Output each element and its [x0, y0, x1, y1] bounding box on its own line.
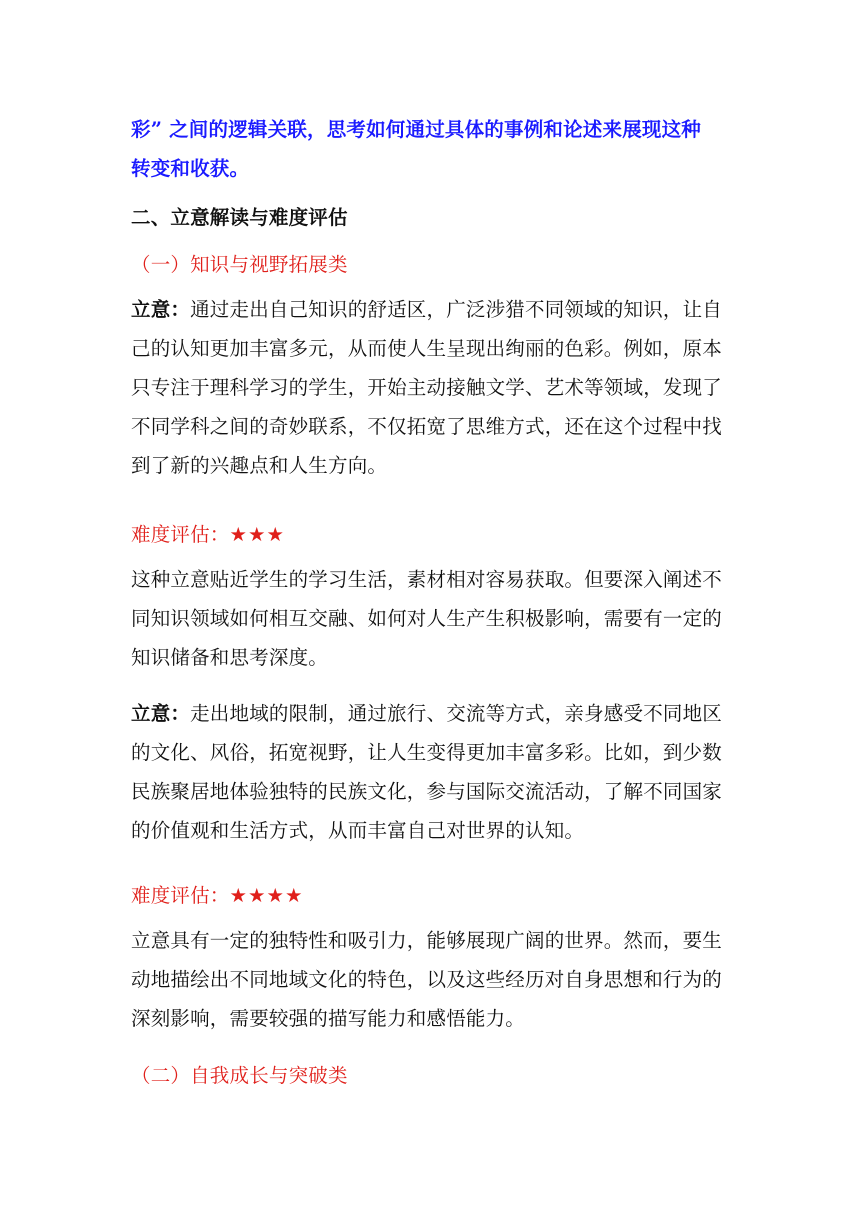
- item1-difficulty-label: 难度评估：: [131, 523, 230, 546]
- item1-eval-line-1: 这种立意贴近学生的学习生活，素材相对容易获取。但要深入阐述不: [131, 568, 723, 591]
- item2-line-1-text: 走出地域的限制，通过旅行、交流等方式，亲身感受不同地区: [190, 702, 723, 725]
- item2-evaluation: [131, 921, 731, 1038]
- item2-eval-line-3: 深刻影响，需要较强的描写能力和感悟能力。: [131, 1007, 526, 1030]
- item2-difficulty-label: 难度评估：: [131, 884, 230, 907]
- item1-line-4: 不同学科之间的奇妙联系，不仅拓宽了思维方式，还在这个过程中找: [131, 415, 723, 438]
- section-heading: 二、立意解读与难度评估: [131, 206, 348, 229]
- item2-difficulty-stars: ★★★★: [229, 884, 304, 907]
- intro-paragraph: [131, 110, 731, 188]
- item2-label: 立意：: [131, 702, 191, 725]
- item2-line-2: 的文化、风俗，拓宽视野，让人生变得更加丰富多彩。比如，到少数: [131, 741, 723, 764]
- item2-line-4: 的价值观和生活方式，从而丰富自己对世界的认知。: [131, 819, 585, 842]
- item1-paragraph: [131, 290, 731, 485]
- item2-line-1: [131, 694, 731, 733]
- item1-difficulty-stars: ★★★: [229, 523, 285, 546]
- item2-eval-line-1: 立意具有一定的独特性和吸引力，能够展现广阔的世界。然而，要生: [131, 929, 723, 952]
- intro-line-1: 彩” 之间的逻辑关联，思考如何通过具体的事例和论述来展现这种: [131, 118, 702, 141]
- item1-eval-line-2: 同知识领域如何相互交融、如何对人生产生积极影响，需要有一定的: [131, 607, 723, 630]
- item1-difficulty: [131, 515, 731, 554]
- item1-evaluation: [131, 560, 731, 677]
- item2-paragraph: [131, 694, 731, 850]
- item2-line-3: 民族聚居地体验独特的民族文化，参与国际交流活动，了解不同国家: [131, 780, 723, 803]
- subsection-heading-1: （一）知识与视野拓展类: [131, 253, 348, 276]
- item1-eval-line-3: 知识储备和思考深度。: [131, 646, 329, 669]
- subsection-heading-2: （二）自我成长与突破类: [131, 1064, 348, 1087]
- item1-line-1: [131, 290, 731, 329]
- item1-line-3: 只专注于理科学习的学生，开始主动接触文学、艺术等领域，发现了: [131, 376, 723, 399]
- item1-line-1-text: 通过走出自己知识的舒适区，广泛涉猎不同领域的知识，让自: [190, 298, 723, 321]
- item2-difficulty: [131, 876, 731, 915]
- item1-line-5: 到了新的兴趣点和人生方向。: [131, 454, 388, 477]
- item2-eval-line-2: 动地描绘出不同地域文化的特色，以及这些经历对自身思想和行为的: [131, 968, 723, 991]
- item1-line-2: 己的认知更加丰富多元，从而使人生呈现出绚丽的色彩。例如，原本: [131, 337, 723, 360]
- item1-label: 立意：: [131, 298, 191, 321]
- intro-line-2: 转变和收获。: [131, 157, 250, 180]
